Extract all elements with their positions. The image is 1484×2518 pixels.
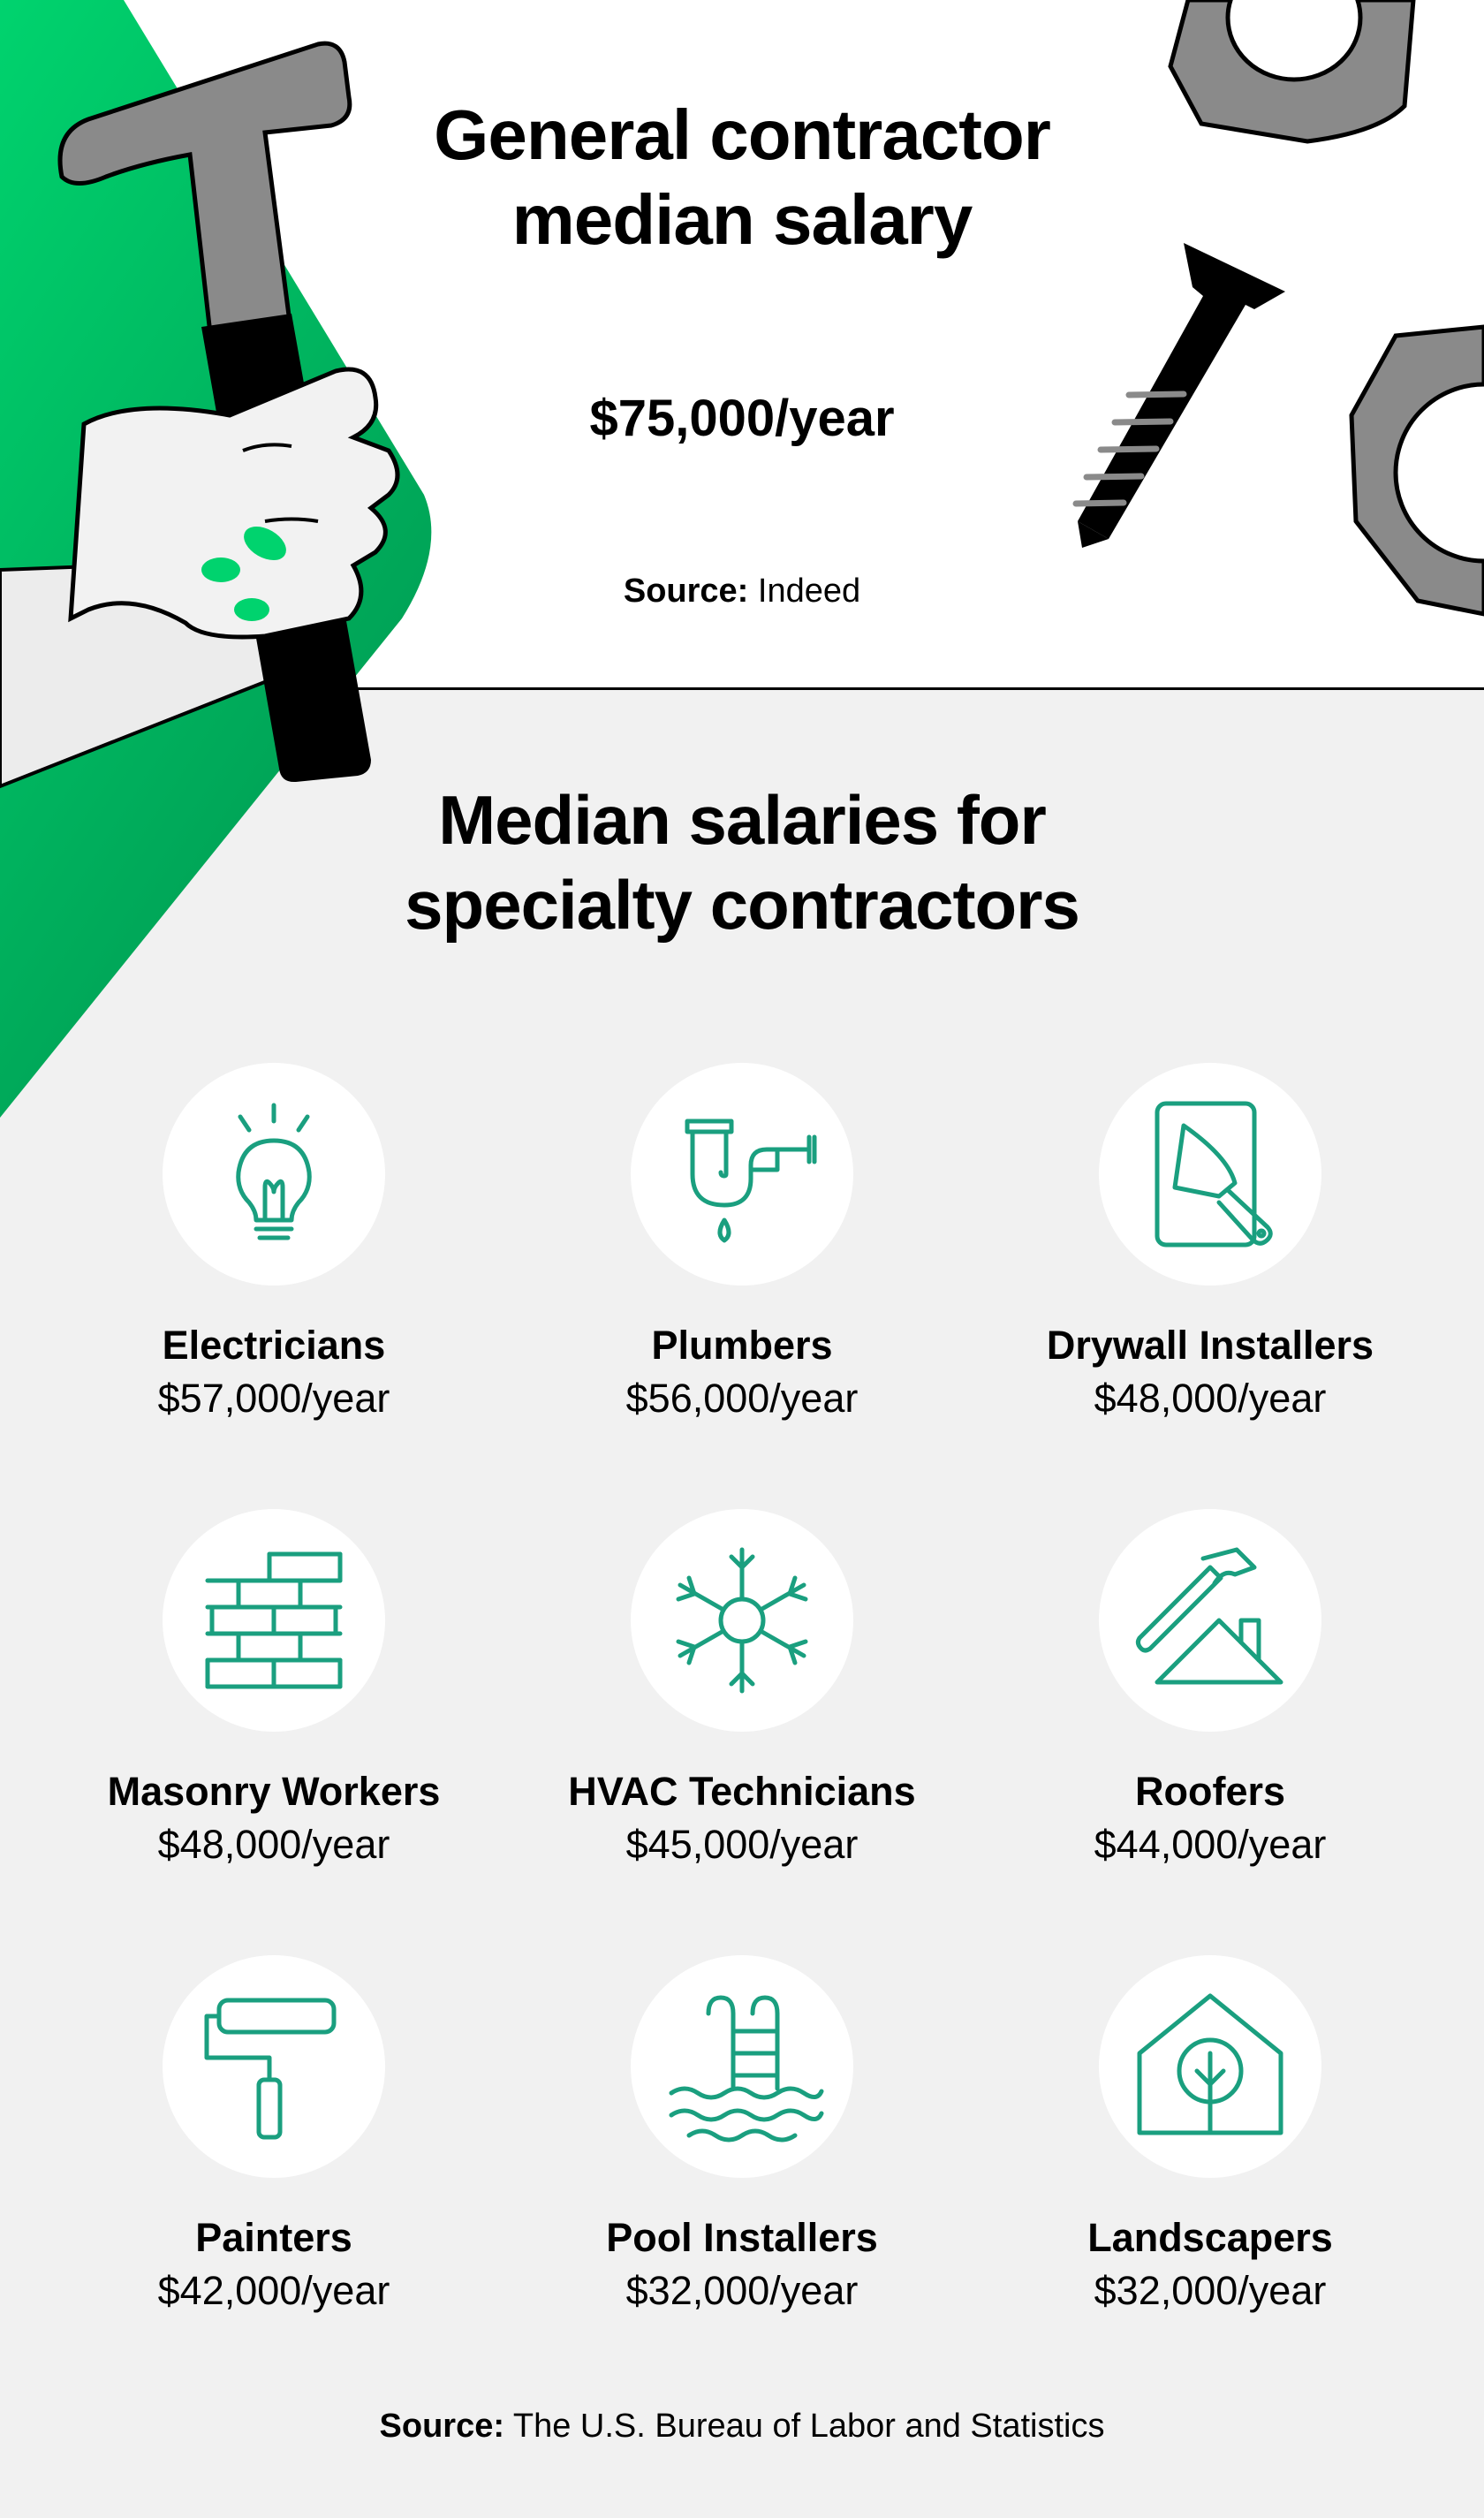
- job-title: Plumbers: [651, 1323, 833, 1368]
- job-title: Masonry Workers: [107, 1769, 441, 1814]
- pipe-faucet-icon: [654, 1086, 830, 1263]
- job-salary: $42,000/year: [157, 2268, 390, 2313]
- job-title: Landscapers: [1087, 2215, 1333, 2260]
- icon-circle: [1099, 1063, 1321, 1286]
- light-bulb-icon: [186, 1086, 362, 1263]
- page-title-line1: General contractor: [434, 95, 1050, 174]
- job-card: [972, 1955, 1449, 2317]
- job-title: Roofers: [1134, 1769, 1286, 1814]
- job-card: [504, 1955, 980, 2317]
- job-salary: $48,000/year: [157, 1822, 390, 1867]
- general-contractor-salary: $75,000/year: [589, 390, 895, 447]
- job-card: [504, 1063, 980, 1425]
- job-salary: $45,000/year: [625, 1822, 859, 1867]
- drywall-knife-icon: [1122, 1086, 1298, 1263]
- icon-circle: [1099, 1955, 1321, 2178]
- job-card: [972, 1509, 1449, 1871]
- icon-circle: [1099, 1509, 1321, 1732]
- job-salary: $32,000/year: [1094, 2268, 1327, 2313]
- snowflake-icon: [654, 1532, 830, 1709]
- job-salary: $56,000/year: [625, 1376, 859, 1421]
- icon-circle: [163, 1063, 385, 1286]
- header-source-label: Source:: [623, 573, 749, 610]
- section-title-line1: Median salaries for: [438, 781, 1046, 859]
- section-title: [292, 777, 1192, 947]
- job-salary: $44,000/year: [1094, 1822, 1327, 1867]
- icon-circle: [163, 1509, 385, 1732]
- bricks-icon: [186, 1532, 362, 1709]
- job-title: Electricians: [162, 1323, 386, 1368]
- job-card: [35, 1955, 512, 2317]
- job-title: Drywall Installers: [1046, 1323, 1374, 1368]
- footer-source-label: Source:: [379, 2408, 504, 2445]
- hammer-roof-icon: [1122, 1532, 1298, 1709]
- icon-circle: [631, 1509, 853, 1732]
- icon-circle: [163, 1955, 385, 2178]
- screw-icon: [1076, 243, 1285, 548]
- pool-ladder-icon: [654, 1978, 830, 2155]
- job-card: [35, 1063, 512, 1425]
- job-card: [972, 1063, 1449, 1425]
- job-title: HVAC Technicians: [568, 1769, 916, 1814]
- header-source: [477, 573, 1007, 611]
- job-card: [504, 1509, 980, 1871]
- page-title-line2: median salary: [511, 180, 973, 259]
- job-salary: $57,000/year: [157, 1376, 390, 1421]
- icon-circle: [631, 1063, 853, 1286]
- footer-source-value: The U.S. Bureau of Labor and Statistics: [512, 2408, 1105, 2445]
- house-tree-icon: [1122, 1978, 1298, 2155]
- job-card: [35, 1509, 512, 1871]
- nut-icon-top: [1170, 0, 1413, 141]
- page-title: [292, 93, 1192, 262]
- job-title: Painters: [195, 2215, 352, 2260]
- nut-icon-right: [1352, 327, 1484, 614]
- job-salary: $48,000/year: [1094, 1376, 1327, 1421]
- icon-circle: [631, 1955, 853, 2178]
- job-salary: $32,000/year: [625, 2268, 859, 2313]
- header-source-value: Indeed: [757, 573, 861, 610]
- footer-source: [124, 2408, 1360, 2446]
- section-title-line2: specialty contractors: [405, 866, 1079, 944]
- paint-roller-icon: [186, 1978, 362, 2155]
- job-title: Pool Installers: [606, 2215, 878, 2260]
